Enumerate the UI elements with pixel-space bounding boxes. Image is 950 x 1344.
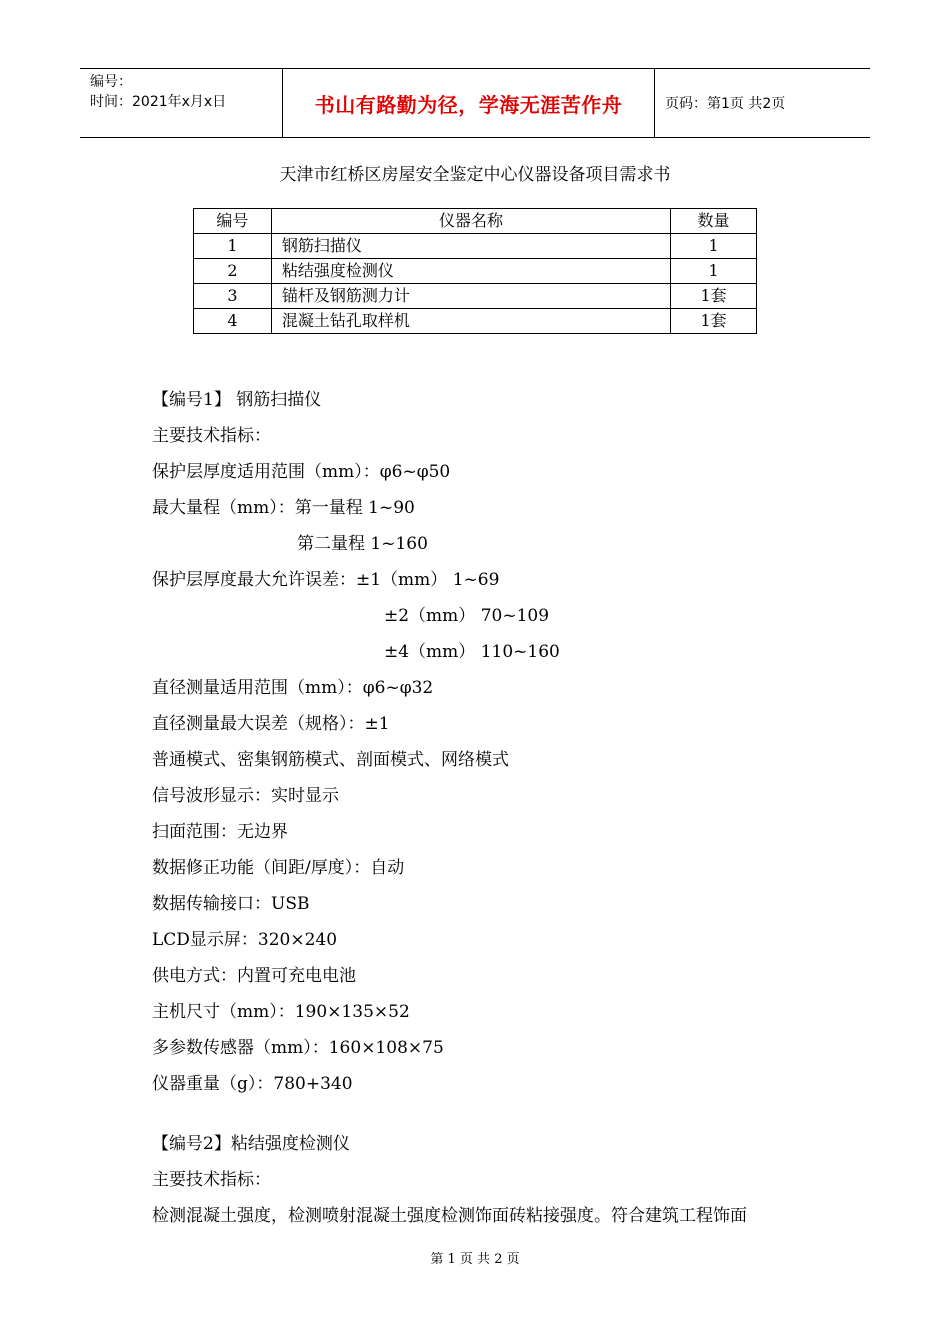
header-number: 编号： xyxy=(90,74,132,90)
cell-quantity: 1 xyxy=(671,234,757,259)
spec-line: 检测混凝土强度，检测喷射混凝土强度检测饰面砖粘接强度。符合建筑工程饰面 xyxy=(152,1206,747,1226)
cell-name: 粘结强度检测仪 xyxy=(271,259,670,284)
header-meta xyxy=(80,69,283,137)
spec-line: 多参数传感器（mm）：160×108×75 xyxy=(152,1038,444,1058)
table-header-row xyxy=(194,209,757,234)
table-row xyxy=(194,284,757,309)
spec-line: 仪器重量（g）：780+340 xyxy=(152,1074,353,1094)
spec-line: 保护层厚度适用范围（mm）：φ6~φ50 xyxy=(152,462,451,482)
section-gap xyxy=(152,1106,852,1130)
spec-line: 信号波形显示：实时显示 xyxy=(152,786,339,806)
cell-name: 锚杆及钢筋测力计 xyxy=(271,284,670,309)
cell-name: 混凝土钻孔取样机 xyxy=(271,309,670,334)
document-title: 天津市红桥区房屋安全鉴定中心仪器设备项目需求书 xyxy=(279,165,671,185)
spec-line: ±2（mm） 70~109 xyxy=(384,606,550,626)
cell-quantity: 1套 xyxy=(671,284,757,309)
spec-line: 供电方式：内置可充电电池 xyxy=(152,966,356,986)
equipment-table xyxy=(193,208,757,334)
cell-number: 4 xyxy=(194,309,272,334)
table-row xyxy=(194,309,757,334)
spec-line: 数据修正功能（间距/厚度）：自动 xyxy=(152,858,405,878)
page-header xyxy=(80,68,870,138)
cell-number: 1 xyxy=(194,234,272,259)
header-time: 时间：2021年x月x日 xyxy=(90,94,227,110)
spec-line: ±4（mm） 110~160 xyxy=(384,642,560,662)
cell-name: 钢筋扫描仪 xyxy=(271,234,670,259)
spec-line: 主要技术指标： xyxy=(152,426,271,446)
col-header-quantity: 数量 xyxy=(671,209,757,234)
header-page-info: 页码：第1页 共2页 xyxy=(665,96,786,112)
cell-number: 3 xyxy=(194,284,272,309)
spec-line: 扫面范围：无边界 xyxy=(152,822,288,842)
spec-line: 最大量程（mm）：第一量程 1~90 xyxy=(152,498,415,518)
spec-line: 主要技术指标： xyxy=(152,1170,271,1190)
section2-heading: 【编号2】粘结强度检测仪 xyxy=(152,1134,350,1154)
table-row xyxy=(194,234,757,259)
page-footer: 第 1 页 共 2 页 xyxy=(430,1252,520,1267)
section1-heading: 【编号1】 钢筋扫描仪 xyxy=(152,390,322,410)
cell-quantity: 1套 xyxy=(671,309,757,334)
cell-quantity: 1 xyxy=(671,259,757,284)
header-motto: 书山有路勤为径，学海无涯苦作舟 xyxy=(283,69,655,137)
col-header-name: 仪器名称 xyxy=(271,209,670,234)
spec-line: 主机尺寸（mm）：190×135×52 xyxy=(152,1002,410,1022)
spec-line: 直径测量适用范围（mm）：φ6~φ32 xyxy=(152,678,434,698)
spec-line: 数据传输接口：USB xyxy=(152,894,310,914)
spec-line: 第二量程 1~160 xyxy=(297,534,428,554)
table-row xyxy=(194,259,757,284)
document-body xyxy=(152,386,852,1238)
spec-line: 普通模式、密集钢筋模式、剖面模式、网络模式 xyxy=(152,750,509,770)
cell-number: 2 xyxy=(194,259,272,284)
spec-line: 直径测量最大误差（规格）：±1 xyxy=(152,714,390,734)
col-header-number: 编号 xyxy=(194,209,272,234)
spec-line: LCD显示屏：320×240 xyxy=(152,930,338,950)
spec-line: 保护层厚度最大允许误差：±1（mm） 1~69 xyxy=(152,570,500,590)
